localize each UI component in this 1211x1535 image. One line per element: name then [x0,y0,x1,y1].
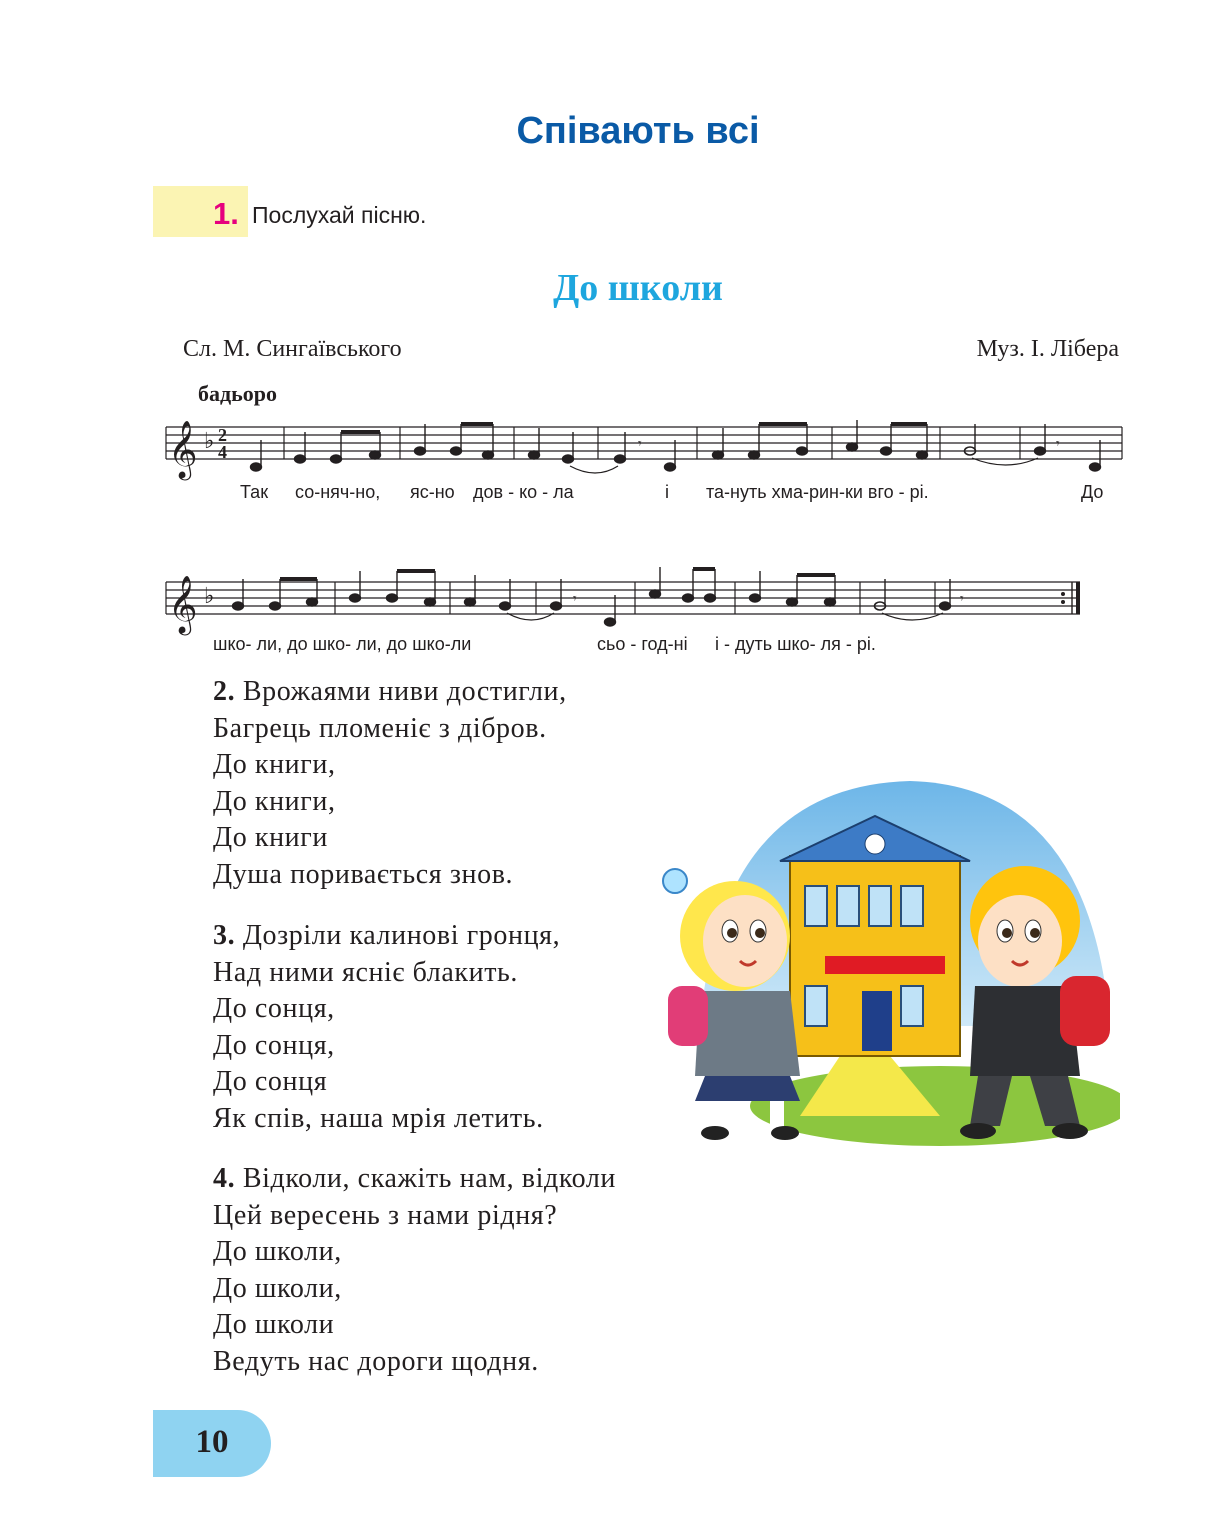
staff-1-lyric-6: та-нуть хма-рин-ки вго - рі. [706,482,929,502]
staff-1-lyric-5: і [665,482,669,502]
verse-2-line-6: Душа поривається знов. [213,858,514,890]
verse-4-line-2: Цей вересень з нами рідня? [213,1199,558,1231]
verse-2-line-3: До книги, [213,749,336,781]
staff-2-lyric-1: шко- ли, до шко- ли, до шко-ли [213,634,472,654]
verse-3-line-2: Над ними ясніє блакить. [213,956,518,988]
verse-4 [213,1161,616,1381]
verse-4-number: 4. [213,1163,236,1194]
verse-4-line-3: До школи, [213,1236,342,1268]
verse-2 [213,674,567,894]
verse-3-line-6: Як спів, наша мрія летить. [213,1102,544,1134]
svg-text:♭: ♭ [204,583,215,608]
staff-1-lyric-7: До [1081,482,1104,502]
school-children-illustration [640,776,1120,1151]
verse-2-line-4: До книги, [213,785,336,817]
song-title: До школи [553,267,723,309]
task-number: 1. [213,196,239,231]
verse-3-line-3: До сонця, [213,993,335,1025]
tempo-marking: бадьоро [198,381,277,406]
music-staff-1 [160,400,1130,490]
lyricist-credit: Сл. М. Сингаївського [183,336,402,362]
verse-4-line-6: Ведуть нас дороги щодня. [213,1345,539,1377]
svg-text:𝄾: 𝄾 [573,592,577,607]
verse-2-line-1: Врожаями ниви достигли, [242,676,567,707]
staff-1-lyric-2: со-няч-но, [295,482,381,502]
verse-2-line-5: До книги [213,822,328,854]
verse-4-line-1: Відколи, скажіть нам, відколи [242,1163,616,1194]
verse-3 [213,918,560,1138]
staff-1-lyric-1: Так [240,482,269,502]
composer-credit: Муз. І. Лібера [976,336,1119,362]
music-staff-2 [160,555,1090,645]
svg-text:𝄾: 𝄾 [638,437,642,452]
verse-3-line-4: До сонця, [213,1029,335,1061]
footer-decorative-lines [271,1410,1151,1477]
task-instruction: Послухай пісню. [252,202,427,228]
verse-4-line-5: До школи [213,1309,335,1341]
svg-text:𝄞: 𝄞 [168,576,198,632]
staff-2-lyric-2: сьо - год-ні [597,634,688,654]
staff-2-lyric-3: і - дуть шко- ля - рі. [715,634,876,654]
staff-1-lyric-4: дов - ко - ла [473,482,574,502]
svg-text:𝄾: 𝄾 [1056,437,1060,452]
page-number: 10 [195,1424,229,1460]
time-signature-top: 2 [218,425,227,445]
verse-4-line-4: До школи, [213,1272,342,1304]
verse-3-line-1: Дозріли калинові гронця, [242,920,561,951]
verse-3-line-5: До сонця [213,1066,328,1098]
verse-2-number: 2. [213,676,236,707]
verse-2-line-2: Багрець пломеніє з дібров. [213,712,547,744]
time-signature-bottom: 4 [218,442,227,462]
section-title: Співають всі [516,110,760,152]
flat-key-icon: ♭ [204,428,215,453]
treble-clef-icon: 𝄞 [168,421,198,477]
svg-text:𝄾: 𝄾 [960,592,964,607]
verse-3-number: 3. [213,920,236,951]
staff-1-lyric-3: яс-но [410,482,455,502]
